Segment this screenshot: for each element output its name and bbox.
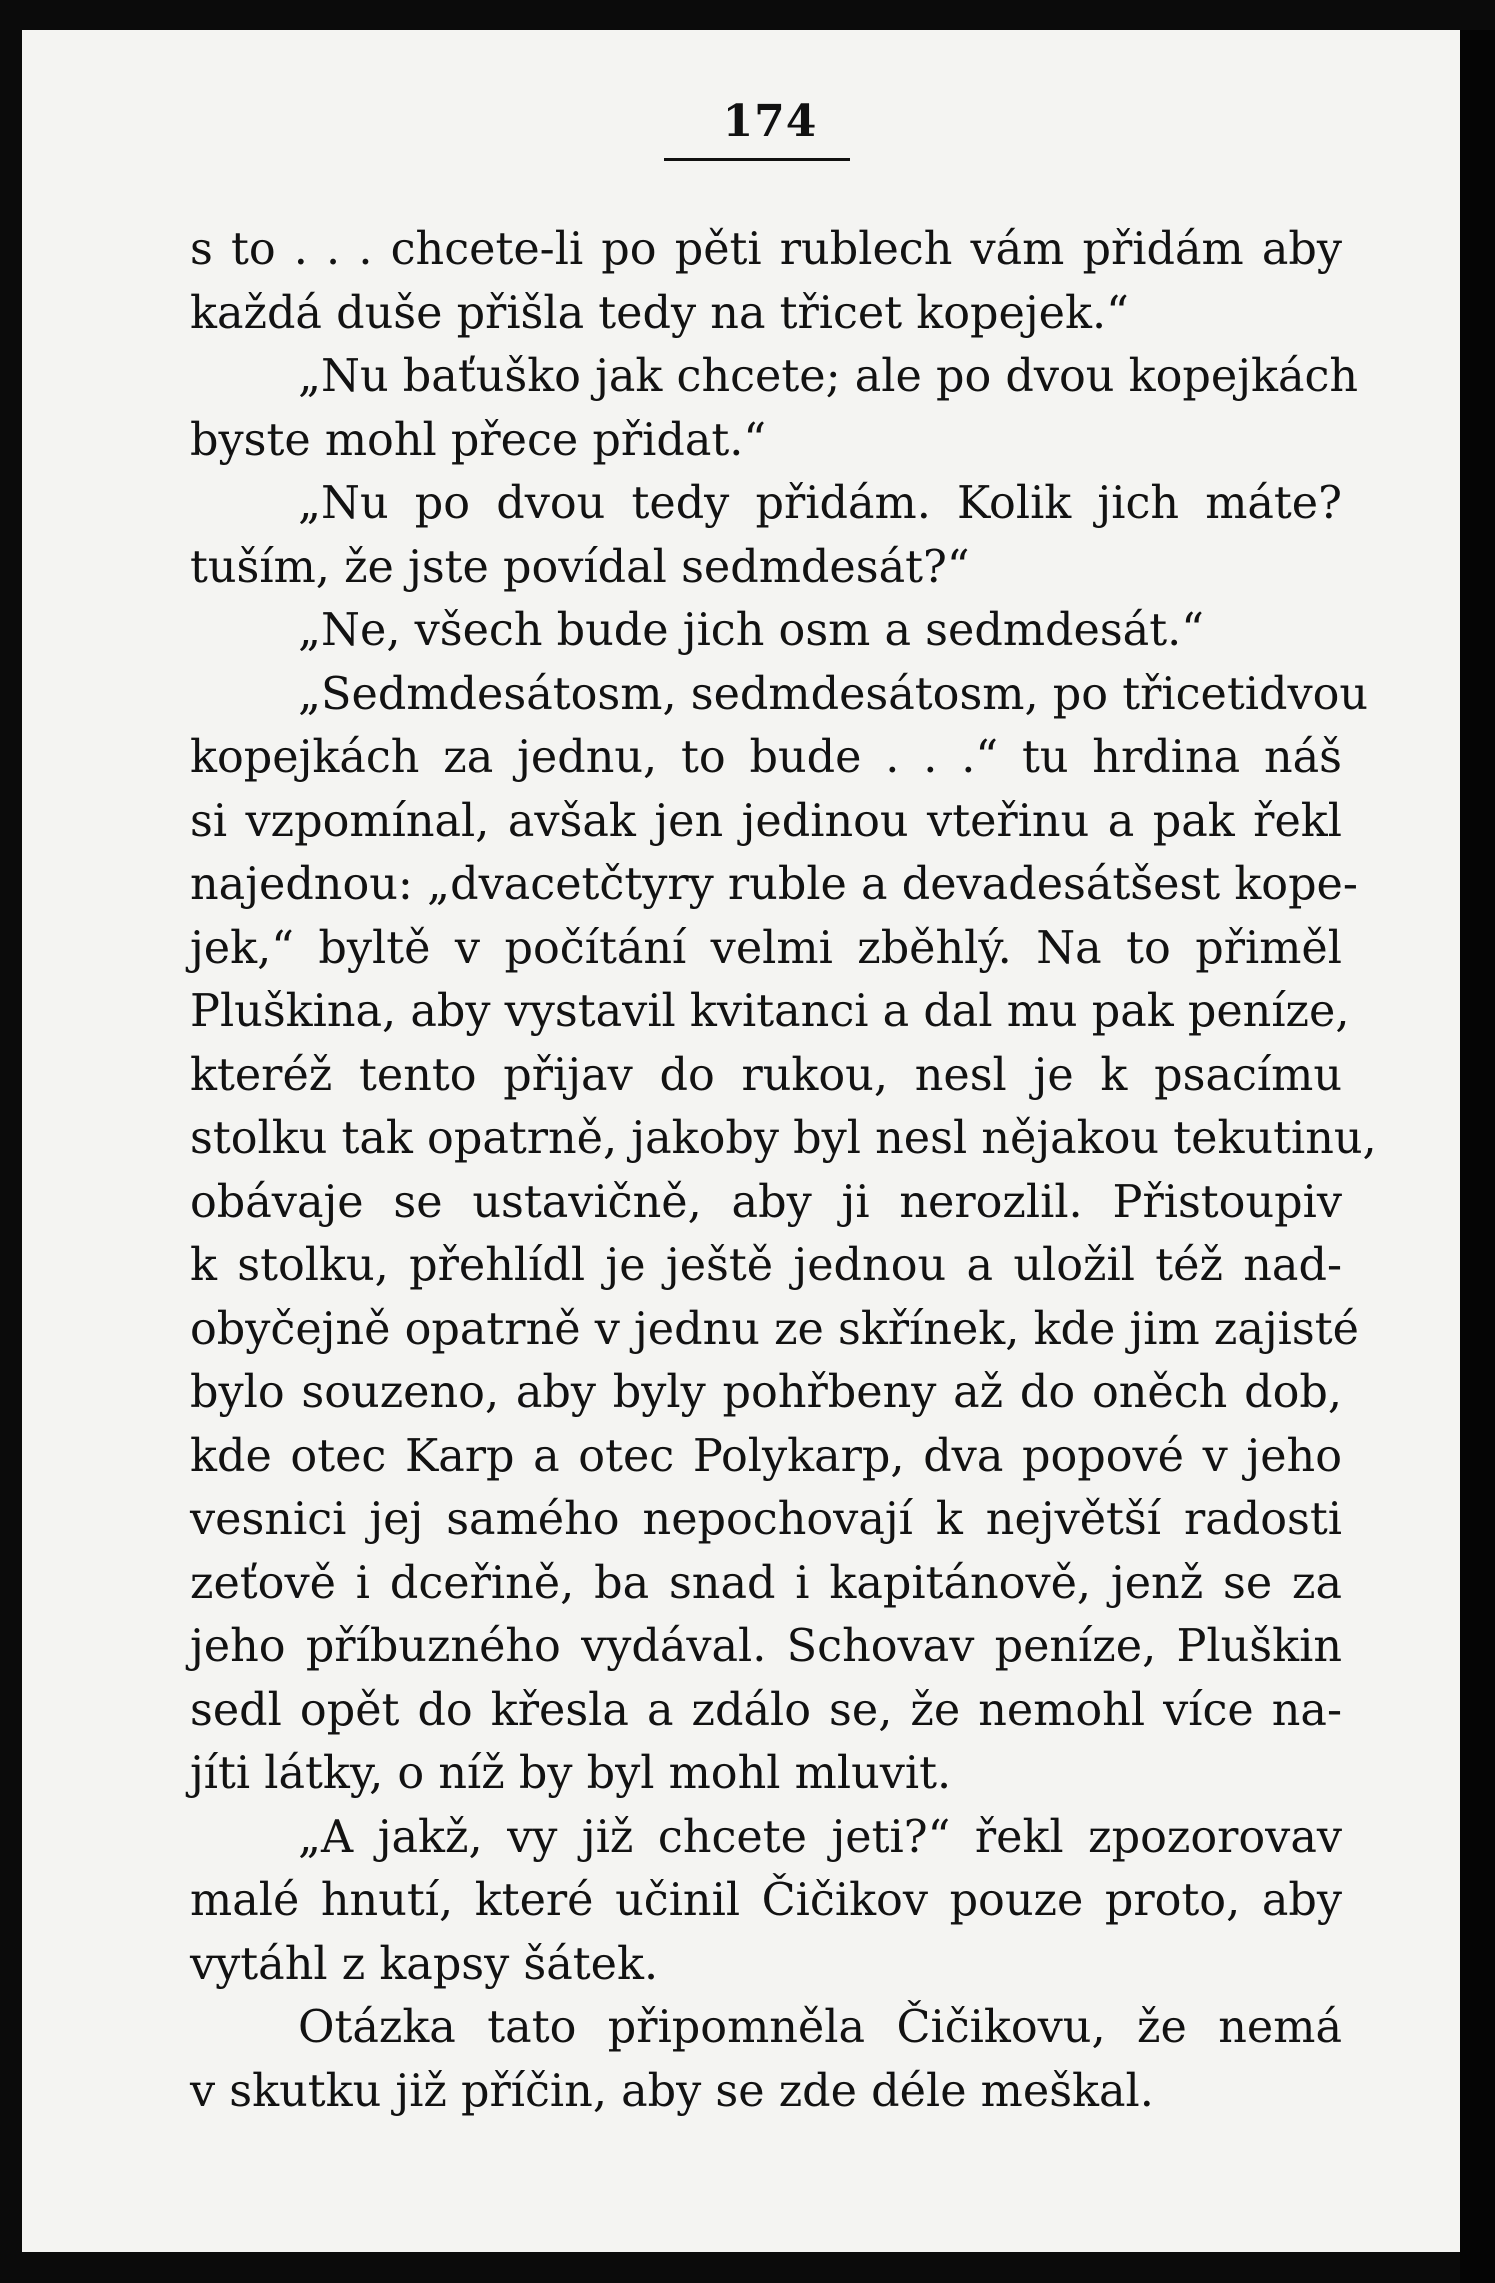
text-line: jíti látky, o níž by byl mohl mluvit. [190,1748,952,1799]
text-line: Otázka tato připomněla Čičikovu, že nemá [298,2002,1342,2053]
text-line: sedl opět do křesla a zdálo se, že nemohl více na- [190,1684,1342,1736]
text-line: kopejkách za jednu, to bude . . .“ tu hrdina náš [190,732,1342,783]
text-line: k stolku, přehlídl je ještě jednou a uložil též nad- [190,1240,1342,1291]
text-line: obyčejně opatrně v jednu ze skřínek, kde jim zajisté [190,1303,1359,1355]
text-line: tuším, že jste povídal sedmdesát?“ [190,541,970,593]
text-line: kteréž tento přijav do rukou, nesl je k psacímu [190,1049,1342,1101]
text-line: Pluškina, aby vystavil kvitanci a dal mu pak peníze, [190,986,1350,1037]
text-line: jeho příbuzného vydával. Schovav peníze, Pluškin [190,1621,1342,1672]
text-line: bylo souzeno, aby byly pohřbeny až do oněch dob, [190,1367,1342,1418]
text-line: jek,“ byltě v počítání velmi zběhlý. Na to přiměl [190,922,1342,974]
text-line: stolku tak opatrně, jakoby byl nesl nějakou tekutinu, [190,1113,1377,1164]
text-line: „A jakž, vy již chcete jeti?“ řekl zpozorovav [298,1811,1342,1863]
text-line: „Nu baťuško jak chcete; ale po dvou kopejkách [298,351,1359,402]
scan-border [1460,30,1495,2283]
text-line: najednou: „dvacetčtyry ruble a devadesátšest kope- [190,859,1358,910]
text-line: s to . . . chcete-li po pěti rublech vám přidám aby [190,224,1342,275]
text-line: vesnici jej samého nepochovají k největší radosti [190,1494,1342,1545]
text-line: v skutku již příčin, aby se zde déle meškal. [190,2065,1154,2117]
text-line: každá duše přišla tedy na třicet kopejek.“ [190,287,1129,339]
text-line: obávaje se ustavičně, aby ji nerozlil. Přistoupiv [190,1176,1342,1228]
page-number: 174 [722,96,818,147]
header-rule [664,158,850,161]
text-line: kde otec Karp a otec Polykarp, dva popové v jeho [190,1430,1342,1482]
text-line: „Sedmdesátosm, sedmdesátosm, po třicetidvou [298,668,1369,720]
text-line: „Ne, všech bude jich osm a sedmdesát.“ [298,605,1204,656]
text-line: „Nu po dvou tedy přidám. Kolik jich máte? [298,478,1342,529]
text-line: zeťově i dceřině, ba snad i kapitánově, jenž se za [190,1557,1342,1609]
text-line: byste mohl přece přidat.“ [190,414,767,466]
body-text [190,218,1377,2123]
text-line: malé hnutí, které učinil Čičikov pouze proto, aby [190,1875,1342,1926]
text-line: si vzpomínal, avšak jen jedinou vteřinu a pak řekl [190,795,1342,847]
text-line: vytáhl z kapsy šátek. [190,1938,659,1990]
